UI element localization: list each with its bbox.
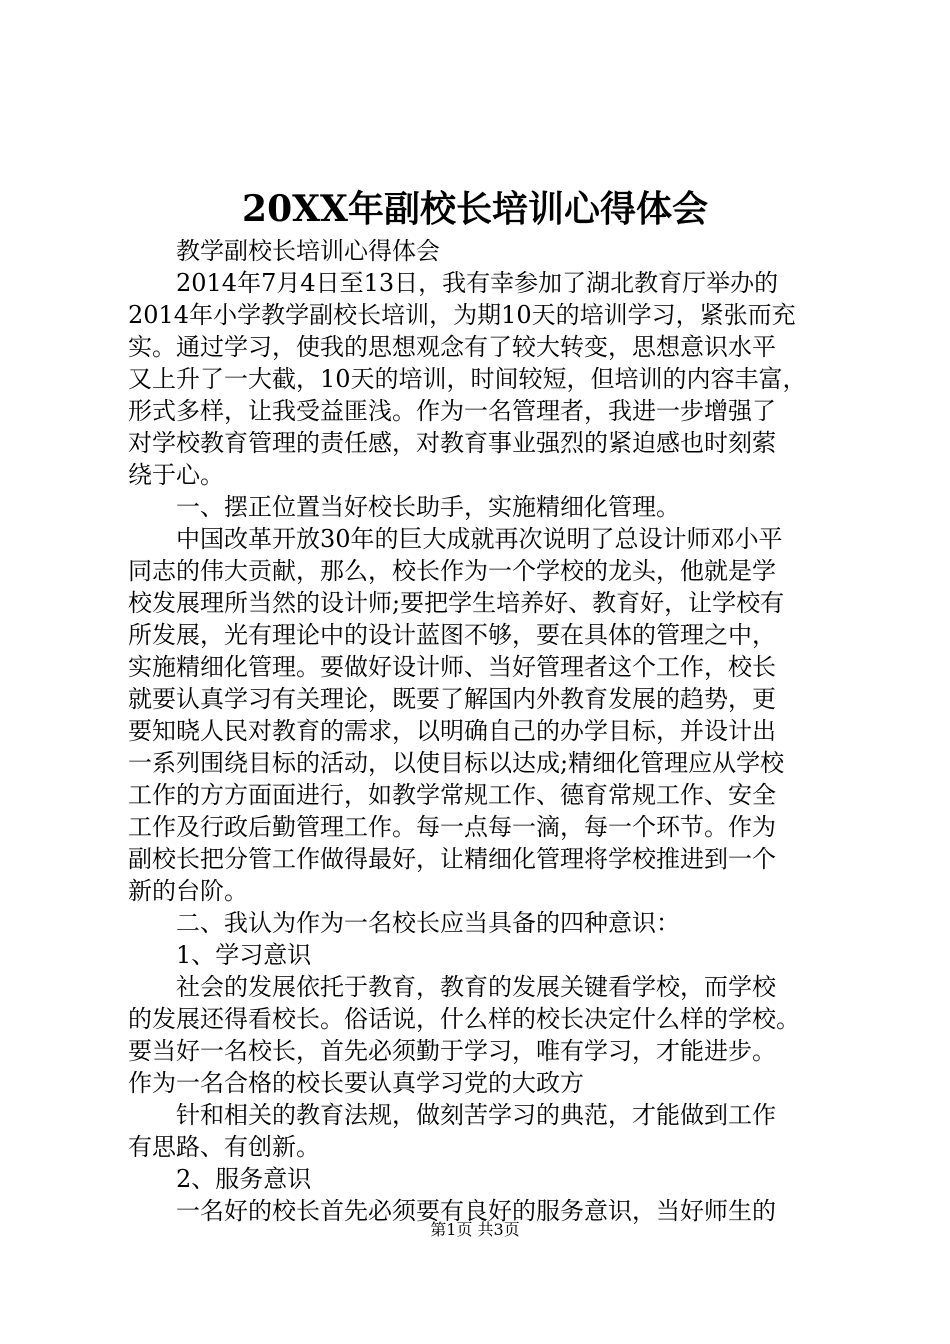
body-line: 二、我认为作为一名校长应当具备的四种意识： [176,909,680,937]
body-line: 的发展还得看校长。俗话说，什么样的校长决定什么样的学校。 [128,1005,800,1033]
body-line: 2、服务意识 [176,1165,312,1193]
body-line: 绕于心。 [128,461,224,489]
body-line: 有思路、有创新。 [128,1133,320,1161]
body-line: 形式多样，让我受益匪浅。作为一名管理者，我进一步增强了 [128,397,776,425]
body-line: 一、摆正位置当好校长助手，实施精细化管理。 [176,493,680,521]
body-line: 要知晓人民对教育的需求，以明确自己的办学目标，并设计出 [128,717,776,745]
body-line: 实。通过学习，使我的思想观念有了较大转变，思想意识水平 [128,333,776,361]
body-line: 社会的发展依托于教育，教育的发展关键看学校，而学校 [176,973,776,1001]
body-line: 就要认真学习有关理论，既要了解国内外教育发展的趋势，更 [128,685,776,713]
body-line: 要当好一名校长，首先必须勤于学习，唯有学习，才能进步。 [128,1037,776,1065]
body-line: 1、学习意识 [176,941,312,969]
page-footer: 第1页 共3页 [430,1220,520,1239]
body-line: 2014年7月4日至13日，我有幸参加了湖北教育厅举办的 [176,269,779,297]
body-line: 对学校教育管理的责任感，对教育事业强烈的紧迫感也时刻萦 [128,429,776,457]
body-line: 工作及行政后勤管理工作。每一点每一滴，每一个环节。作为 [128,813,776,841]
body-line: 工作的方方面面进行，如教学常规工作、德育常规工作、安全 [128,781,776,809]
body-line: 同志的伟大贡献，那么，校长作为一个学校的龙头，他就是学 [128,557,776,585]
body-line: 2014年小学教学副校长培训，为期10天的培训学习，紧张而充 [128,301,796,329]
body-line: 校发展理所当然的设计师;要把学生培养好、教育好，让学校有 [128,589,785,617]
document-body [128,235,828,1227]
body-line: 作为一名合格的校长要认真学习党的大政方 [128,1069,584,1097]
body-line: 针和相关的教育法规，做刻苦学习的典范，才能做到工作 [176,1101,776,1129]
document-title: 20XX年副校长培训心得体会 [242,188,708,230]
body-line: 一系列围绕目标的活动，以使目标以达成;精细化管理应从学校 [128,749,785,777]
body-line: 一名好的校长首先必须要有良好的服务意识，当好师生的 [176,1197,776,1225]
body-line: 副校长把分管工作做得最好，让精细化管理将学校推进到一个 [128,845,776,873]
body-line: 教学副校长培训心得体会 [176,237,440,265]
body-line: 中国改革开放30年的巨大成就再次说明了总设计师邓小平 [176,525,783,553]
body-line: 新的台阶。 [128,877,248,905]
body-line: 又上升了一大截，10天的培训，时间较短，但培训的内容丰富， [128,365,807,393]
body-line: 实施精细化管理。要做好设计师、当好管理者这个工作，校长 [128,653,776,681]
body-line: 所发展，光有理论中的设计蓝图不够，要在具体的管理之中， [128,621,776,649]
